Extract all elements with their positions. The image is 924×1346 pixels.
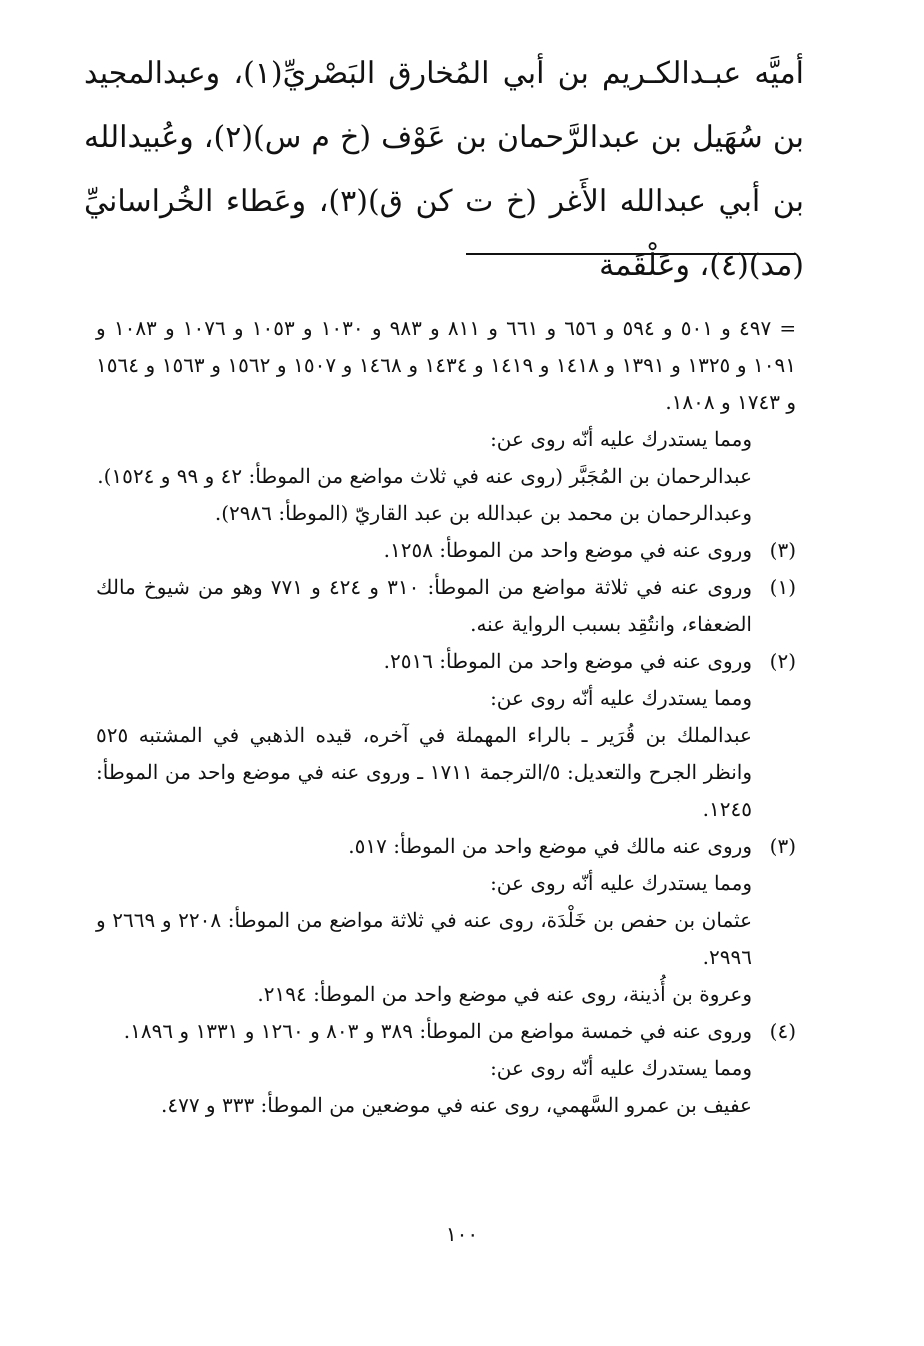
footnote-entry: عبدالملك بن قُرَير ـ بالراء المهملة في آخره، قيده الذهبي في المشتبه ٥٢٥ وانظر الجرح والتعديل: ٥/الترجمة ١٧١١ ـ وروى عنه في موضع واحد من الموطأ: ١٢٤٥. <box>96 723 753 821</box>
footnote-continuation: = ٤٩٧ و ٥٠١ و ٥٩٤ و ٦٥٦ و ٦٦١ و ٨١١ و ٩٨٣ و ١٠٣٠ و ١٠٥٣ و ١٠٧٦ و ١٠٨٣ و ١٠٩١ و ١٣٢٥ و ١٣٩١ و ١٤١٨ و ١٤١٩ و ١٤٣٤ و ١٤٦٨ و ١٥٠٧ و ١٥٦٢ و ١٥٦٣ و ١٥٦٤ و ١٧٤٣ و ١٨٠٨. <box>96 316 797 414</box>
footnote-entry: عفيف بن عمرو السَّهمي، روى عنه في موضعين من الموطأ: ٣٣٣ و ٤٧٧. <box>160 1093 752 1117</box>
footnotes <box>96 310 796 1124</box>
footnote-entry: عثمان بن حفص بن خَلْدَة، روى عنه في ثلاثة مواضع من الموطأ: ٢٢٠٨ و ٢٦٦٩ و ٢٩٩٦. <box>96 908 752 969</box>
footnote-entry: عبدالرحمان بن المُجَبَّر (روى عنه في ثلاث مواضع من الموطأ: ٤٢ و ٩٩ و ١٥٢٤). <box>97 464 752 488</box>
footnote-3-prev <box>96 532 796 569</box>
footnote-separator <box>466 253 796 255</box>
footnote-4 <box>96 1013 796 1050</box>
main-paragraph: أميَّه عبـدالكـريم بن أبي المُخارق البَصْريِّ(١)، وعبدالمجيد بن سُهَيل بن عبدالرَّحمان بن عَوْف (خ م س)(٢)، وعُبيدالله بن أبي عبدالله الأَغر (خ ت كن ق)(٣)، وعَطاء الخُراسانيِّ (مد)(٤)، وعَلْقَمة <box>84 56 805 283</box>
footnote-addendum: ومما يستدرك عليه أنّه روى عن: <box>490 871 752 895</box>
main-text <box>84 42 804 298</box>
footnote-number: (١) <box>769 575 796 599</box>
footnote-entry: وعبدالرحمان بن محمد بن عبدالله بن عبد القاريّ (الموطأ: ٢٩٨٦). <box>214 501 752 525</box>
footnote-number: (٣) <box>769 834 796 858</box>
footnote-text: وروى عنه مالك في موضع واحد من الموطأ: ٥١٧. <box>348 834 752 858</box>
footnote-text: وروى عنه في موضع واحد من الموطأ: ١٢٥٨. <box>383 538 752 562</box>
footnote-2 <box>96 643 796 680</box>
footnote-text: وروى عنه في ثلاثة مواضع من الموطأ: ٣١٠ و ٤٢٤ و ٧٧١ وهو من شيوخ مالك الضعفاء، وانتُقِد بسبب الرواية عنه. <box>96 575 753 636</box>
footnote-number: (٤) <box>769 1019 796 1043</box>
footnote-addendum: ومما يستدرك عليه أنّه روى عن: <box>490 427 752 451</box>
footnote-text: وروى عنه في خمسة مواضع من الموطأ: ٣٨٩ و ٨٠٣ و ١٢٦٠ و ١٣٣١ و ١٨٩٦. <box>123 1019 752 1043</box>
footnote-1 <box>96 569 796 643</box>
footnote-3 <box>96 828 796 865</box>
footnote-text: وروى عنه في موضع واحد من الموطأ: ٢٥١٦. <box>383 649 752 673</box>
footnote-number: (٢) <box>769 649 796 673</box>
footnote-addendum: ومما يستدرك عليه أنّه روى عن: <box>490 1056 752 1080</box>
footnote-entry: وعروة بن أُذينة، روى عنه في موضع واحد من الموطأ: ٢١٩٤. <box>257 982 752 1006</box>
footnote-number: (٣) <box>769 538 796 562</box>
page-number: ١٠٠ <box>445 1222 479 1246</box>
footnote-addendum: ومما يستدرك عليه أنّه روى عن: <box>490 686 752 710</box>
